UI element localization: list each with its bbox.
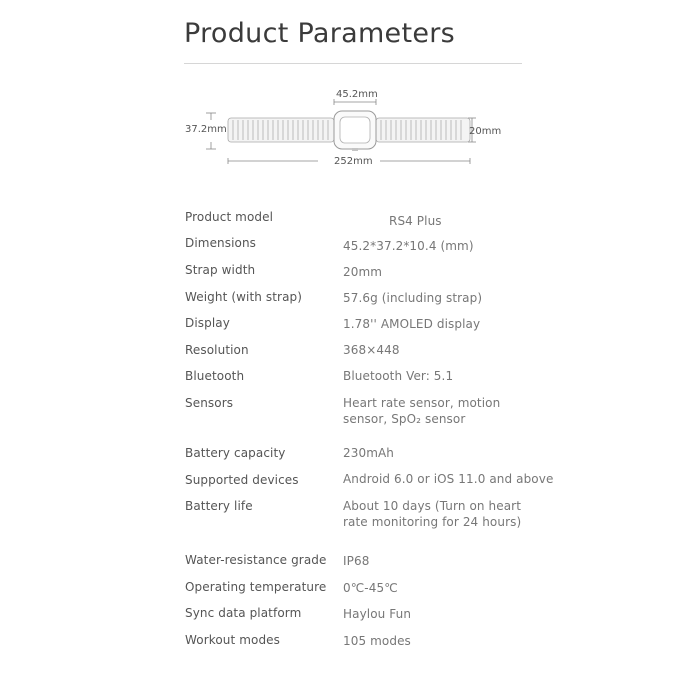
spec-value: 368×448: [343, 343, 400, 357]
spec-value: Android 6.0 or iOS 11.0 and above: [343, 472, 554, 486]
spec-value: Heart rate sensor, motion sensor, SpO₂ sensor: [343, 396, 501, 426]
spec-label: Product model: [185, 210, 274, 224]
spec-label: Strap width: [185, 263, 256, 277]
spec-value: About 10 days (Turn on heart rate monitoring for 24 hours): [343, 499, 522, 529]
spec-label: Battery life: [185, 499, 253, 513]
spec-value: 20mm: [343, 265, 383, 279]
spec-label: Dimensions: [185, 236, 257, 250]
spec-label: Sensors: [185, 396, 234, 410]
height-label: 37.2mm: [185, 124, 227, 135]
spec-value: RS4 Plus: [389, 214, 442, 228]
spec-value: 57.6g (including strap): [343, 291, 483, 305]
screen-width-label: 45.2mm: [336, 89, 378, 100]
spec-label: Operating temperature: [185, 580, 327, 594]
spec-value: Haylou Fun: [343, 607, 412, 621]
watch-illustration: [0, 0, 700, 200]
spec-label: Resolution: [185, 343, 249, 357]
spec-value: 105 modes: [343, 634, 411, 648]
page-title: Product Parameters: [184, 18, 456, 49]
spec-value: 45.2*37.2*10.4 (mm): [343, 239, 474, 253]
spec-label: Display: [185, 316, 230, 330]
spec-label: Weight (with strap): [185, 290, 303, 304]
spec-label: Sync data platform: [185, 606, 302, 620]
watch-dimension-diagram: [0, 0, 700, 200]
spec-value: Bluetooth Ver: 5.1: [343, 369, 454, 383]
strap-width-label: 20mm: [469, 126, 502, 137]
spec-label: Workout modes: [185, 633, 281, 647]
spec-value: 230mAh: [343, 446, 395, 460]
spec-label: Water-resistance grade: [185, 553, 327, 567]
spec-value: IP68: [343, 554, 370, 568]
spec-value: 0℃-45℃: [343, 581, 398, 595]
spec-label: Bluetooth: [185, 369, 245, 383]
length-label: 252mm: [334, 156, 373, 167]
spec-label: Supported devices: [185, 473, 299, 487]
spec-value: 1.78'' AMOLED display: [343, 317, 481, 331]
spec-label: Battery capacity: [185, 446, 286, 460]
